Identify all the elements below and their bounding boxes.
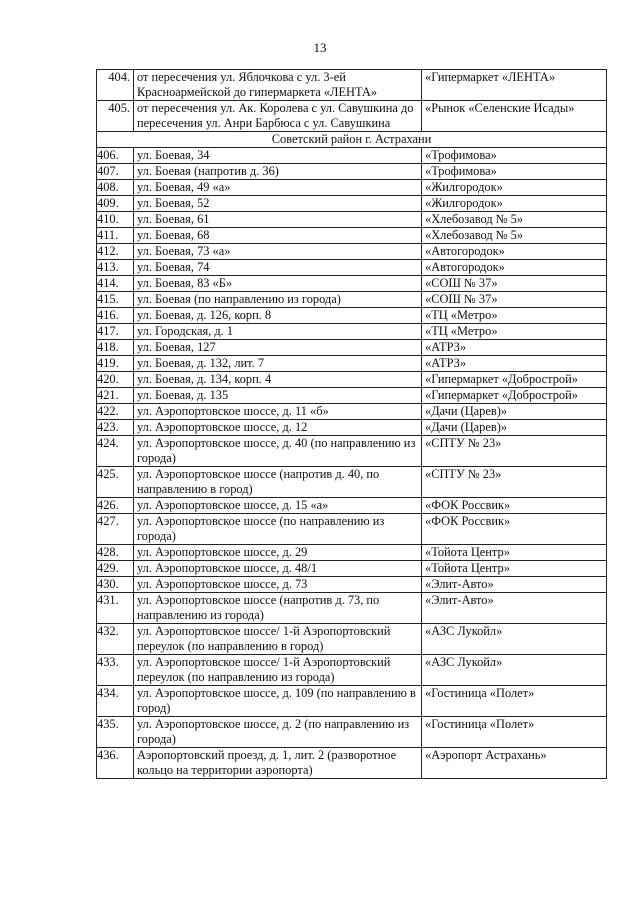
page-number: 13 — [313, 40, 327, 55]
row-location: ул. Аэропортовское шоссе, д. 29 — [134, 545, 422, 561]
row-number: 417. — [97, 324, 134, 340]
table-row — [97, 467, 607, 498]
table-row — [97, 748, 607, 779]
row-location: ул. Аэропортовское шоссе, д. 11 «б» — [134, 404, 422, 420]
table-row — [97, 577, 607, 593]
table-row — [97, 292, 607, 308]
row-stop-name: «СПТУ № 23» — [422, 467, 607, 498]
row-number: 412. — [97, 244, 134, 260]
row-location: ул. Боевая, 61 — [134, 212, 422, 228]
row-location: ул. Городская, д. 1 — [134, 324, 422, 340]
table-row — [97, 356, 607, 372]
row-location: ул. Боевая, 74 — [134, 260, 422, 276]
row-stop-name: «Элит-Авто» — [422, 577, 607, 593]
row-number: 410. — [97, 212, 134, 228]
row-number: 418. — [97, 340, 134, 356]
row-number: 427. — [97, 514, 134, 545]
row-number: 407. — [97, 164, 134, 180]
table-row — [97, 276, 607, 292]
table-row — [97, 180, 607, 196]
row-stop-name: «ТЦ «Метро» — [422, 324, 607, 340]
row-number: 433. — [97, 655, 134, 686]
row-number: 408. — [97, 180, 134, 196]
row-stop-name: «ТЦ «Метро» — [422, 308, 607, 324]
table-row — [97, 101, 607, 132]
table-row — [97, 372, 607, 388]
table-row — [97, 244, 607, 260]
row-location: от пересечения ул. Ак. Королева с ул. Савушкина до пересечения ул. Анри Барбюса с ул. Савушкина — [134, 101, 422, 132]
row-location: ул. Боевая, 52 — [134, 196, 422, 212]
row-location: от пересечения ул. Яблочкова с ул. 3-ей Красноармейской до гипермаркета «ЛЕНТА» — [134, 70, 422, 101]
row-stop-name: «АЗС Лукойл» — [422, 624, 607, 655]
table-row — [97, 686, 607, 717]
row-location: ул. Аэропортовское шоссе (по направлению из города) — [134, 514, 422, 545]
row-number: 428. — [97, 545, 134, 561]
table-row — [97, 420, 607, 436]
row-stop-name: «Аэропорт Астрахань» — [422, 748, 607, 779]
row-number: 430. — [97, 577, 134, 593]
table-row — [97, 498, 607, 514]
section-title: Советский район г. Астрахани — [97, 132, 607, 148]
row-location: ул. Аэропортовское шоссе, д. 2 (по направлению из города) — [134, 717, 422, 748]
row-stop-name: «АТРЗ» — [422, 340, 607, 356]
row-number: 420. — [97, 372, 134, 388]
row-stop-name: «Тойота Центр» — [422, 545, 607, 561]
row-number: 423. — [97, 420, 134, 436]
row-stop-name: «СПТУ № 23» — [422, 436, 607, 467]
table-row — [97, 260, 607, 276]
row-number: 419. — [97, 356, 134, 372]
row-location: ул. Аэропортовское шоссе, д. 109 (по направлению в город) — [134, 686, 422, 717]
row-location: ул. Аэропортовское шоссе, д. 73 — [134, 577, 422, 593]
row-location: ул. Боевая, д. 126, корп. 8 — [134, 308, 422, 324]
row-stop-name: «ФОК Россвик» — [422, 514, 607, 545]
row-location: ул. Боевая, 73 «а» — [134, 244, 422, 260]
row-number: 415. — [97, 292, 134, 308]
row-stop-name: «Гостиница «Полет» — [422, 686, 607, 717]
row-number: 429. — [97, 561, 134, 577]
row-number: 421. — [97, 388, 134, 404]
row-number: 432. — [97, 624, 134, 655]
section-header-row — [97, 132, 607, 148]
row-location: ул. Аэропортовское шоссе, д. 40 (по направлению из города) — [134, 436, 422, 467]
table-row — [97, 228, 607, 244]
row-stop-name: «Тойота Центр» — [422, 561, 607, 577]
row-location: ул. Аэропортовское шоссе (напротив д. 40, по направлению в город) — [134, 467, 422, 498]
table-row — [97, 212, 607, 228]
row-number: 416. — [97, 308, 134, 324]
row-stop-name: «Рынок «Селенские Исады» — [422, 101, 607, 132]
row-location: ул. Аэропортовское шоссе, д. 48/1 — [134, 561, 422, 577]
table-row — [97, 340, 607, 356]
table-row — [97, 545, 607, 561]
row-location: ул. Боевая, д. 134, корп. 4 — [134, 372, 422, 388]
row-number: 411. — [97, 228, 134, 244]
row-number: 435. — [97, 717, 134, 748]
row-location: ул. Боевая (напротив д. 36) — [134, 164, 422, 180]
row-stop-name: «Жилгородок» — [422, 180, 607, 196]
bus-stops-table — [96, 69, 607, 779]
row-location: ул. Аэропортовское шоссе, д. 12 — [134, 420, 422, 436]
row-number: 426. — [97, 498, 134, 514]
row-location: ул. Аэропортовское шоссе/ 1-й Аэропортовский переулок (по направлению в город) — [134, 624, 422, 655]
row-number: 436. — [97, 748, 134, 779]
row-location: ул. Боевая, 68 — [134, 228, 422, 244]
row-location: ул. Аэропортовское шоссе (напротив д. 73, по направлению из города) — [134, 593, 422, 624]
row-stop-name: «Дачи (Царев)» — [422, 404, 607, 420]
row-number: 422. — [97, 404, 134, 420]
table-row — [97, 404, 607, 420]
table-row — [97, 164, 607, 180]
row-location: ул. Аэропортовское шоссе/ 1-й Аэропортовский переулок (по направлению из города) — [134, 655, 422, 686]
row-stop-name: «Автогородок» — [422, 260, 607, 276]
table-row — [97, 624, 607, 655]
table-row — [97, 436, 607, 467]
table-row — [97, 148, 607, 164]
row-location: Аэропортовский проезд, д. 1, лит. 2 (разворотное кольцо на территории аэропорта) — [134, 748, 422, 779]
table-row — [97, 70, 607, 101]
table-row — [97, 717, 607, 748]
table-row — [97, 308, 607, 324]
row-stop-name: «Гипермаркет «ЛЕНТА» — [422, 70, 607, 101]
table-row — [97, 388, 607, 404]
row-number: 405. — [97, 101, 134, 132]
row-number: 409. — [97, 196, 134, 212]
row-stop-name: «Гипермаркет «Добрострой» — [422, 372, 607, 388]
row-stop-name: «Дачи (Царев)» — [422, 420, 607, 436]
table-row — [97, 655, 607, 686]
row-stop-name: «Автогородок» — [422, 244, 607, 260]
row-number: 425. — [97, 467, 134, 498]
table-row — [97, 561, 607, 577]
row-stop-name: «Трофимова» — [422, 164, 607, 180]
row-stop-name: «Хлебозавод № 5» — [422, 228, 607, 244]
row-stop-name: «Гостиница «Полет» — [422, 717, 607, 748]
row-location: ул. Боевая, 49 «а» — [134, 180, 422, 196]
row-number: 406. — [97, 148, 134, 164]
table-row — [97, 324, 607, 340]
row-number: 431. — [97, 593, 134, 624]
row-stop-name: «АЗС Лукойл» — [422, 655, 607, 686]
row-location: ул. Боевая, д. 132, лит. 7 — [134, 356, 422, 372]
row-location: ул. Боевая, 34 — [134, 148, 422, 164]
table-row — [97, 196, 607, 212]
table-row — [97, 514, 607, 545]
row-location: ул. Боевая, 83 «Б» — [134, 276, 422, 292]
row-stop-name: «Элит-Авто» — [422, 593, 607, 624]
row-stop-name: «СОШ № 37» — [422, 276, 607, 292]
row-location: ул. Боевая (по направлению из города) — [134, 292, 422, 308]
row-number: 414. — [97, 276, 134, 292]
row-number: 404. — [97, 70, 134, 101]
row-location: ул. Аэропортовское шоссе, д. 15 «а» — [134, 498, 422, 514]
row-stop-name: «Жилгородок» — [422, 196, 607, 212]
row-location: ул. Боевая, д. 135 — [134, 388, 422, 404]
row-number: 413. — [97, 260, 134, 276]
row-stop-name: «Хлебозавод № 5» — [422, 212, 607, 228]
row-stop-name: «ФОК Россвик» — [422, 498, 607, 514]
table-row — [97, 593, 607, 624]
row-stop-name: «АТРЗ» — [422, 356, 607, 372]
row-location: ул. Боевая, 127 — [134, 340, 422, 356]
row-number: 424. — [97, 436, 134, 467]
row-number: 434. — [97, 686, 134, 717]
row-stop-name: «СОШ № 37» — [422, 292, 607, 308]
row-stop-name: «Трофимова» — [422, 148, 607, 164]
row-stop-name: «Гипермаркет «Добрострой» — [422, 388, 607, 404]
